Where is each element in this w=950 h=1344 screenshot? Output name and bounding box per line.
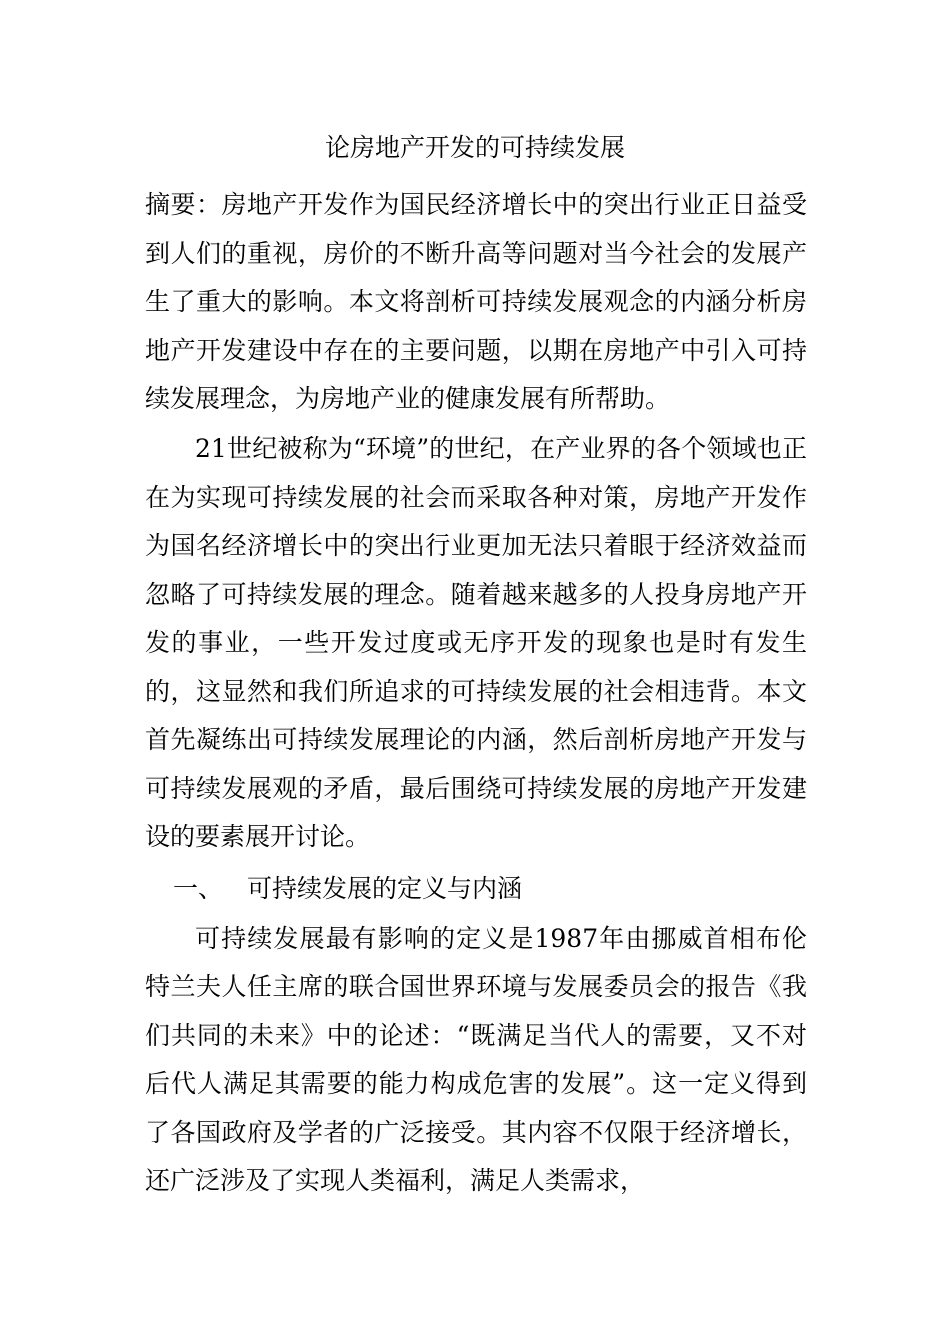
abstract-paragraph: 摘要：房地产开发作为国民经济增长中的突出行业正日益受到人们的重视，房价的不断升高等问题对当今社会的发展产生了重大的影响。本文将剖析可持续发展观念的内涵分析房地产开发建设中存在的主要问题，以期在房地产中引入可持续发展理念，为房地产业的健康发展有所帮助。 (145, 190, 807, 413)
document-title: 论房地产开发的可持续发展 (324, 133, 625, 162)
section-number: 一、 (173, 873, 224, 903)
intro-paragraph: 21世纪被称为“环境”的世纪，在产业界的各个领域也正在为实现可持续发展的社会而采取各种对策，房地产开发作为国名经济增长中的突出行业更加无法只着眼于经济效益而忽略了可持续发展的理念。随着越来越多的人投身房地产开发的事业，一些开发过度或无序开发的现象也是时有发生的，这显然和我们所追求的可持续发展的社会相违背。本文首先凝练出可持续发展理论的内涵，然后剖析房地产开发与可持续发展观的矛盾，最后围绕可持续发展的房地产开发建设的要素展开讨论。 (145, 434, 807, 851)
section-heading-text: 可持续发展的定义与内涵 (247, 873, 523, 903)
section-heading (145, 862, 807, 915)
document-body (145, 425, 807, 1206)
section-paragraph: 可持续发展最有影响的定义是1987年由挪威首相布伦特兰夫人任主席的联合国世界环境与发展委员会的报告《我们共同的未来》中的论述：“既满足当代人的需要，又不对后代人满足其需要的能力构成危害的发展”。这一定义得到了各国政府及学者的广泛接受。其内容不仅限于经济增长，还广泛涉及了实现人类福利，满足人类需求， (145, 923, 807, 1195)
